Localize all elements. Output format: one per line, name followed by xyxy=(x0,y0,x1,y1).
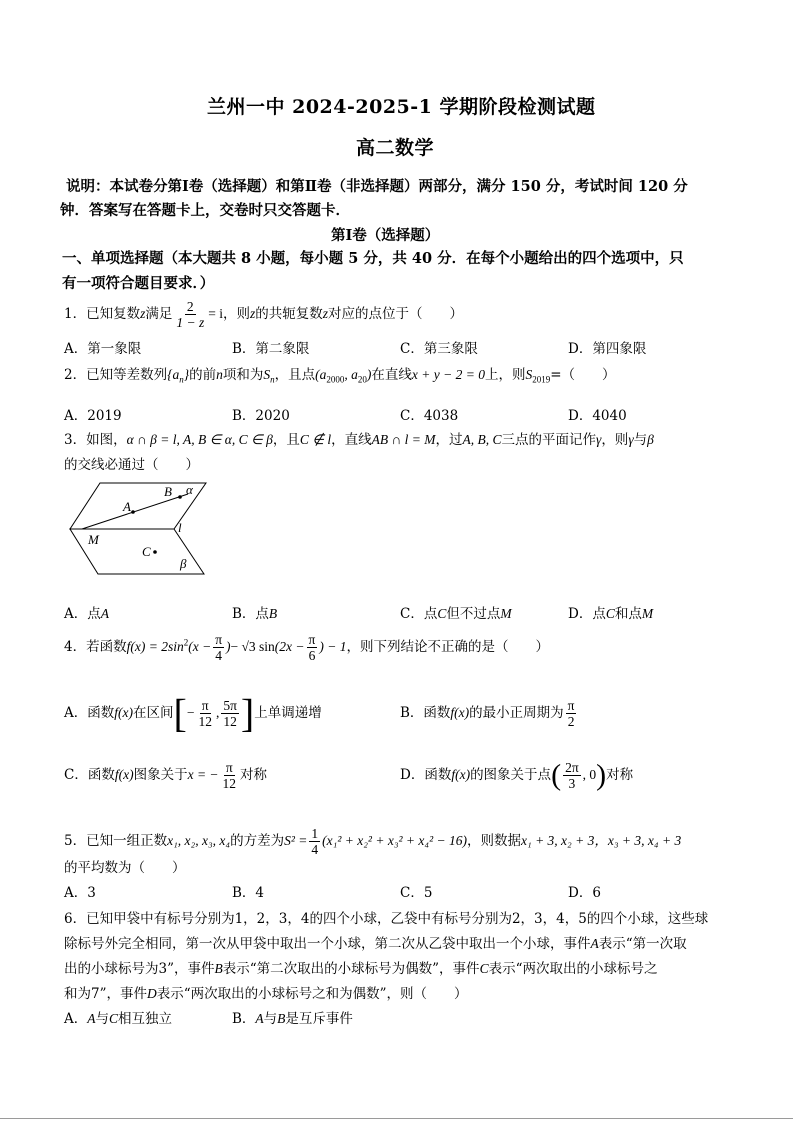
q3-option-c: C．点C但不过点M xyxy=(400,606,512,622)
q1-option-c: C．第三象限 xyxy=(400,341,478,357)
label-m: M xyxy=(88,532,99,547)
point-a xyxy=(131,510,135,514)
exam-subtitle: 高二数学 xyxy=(356,137,435,159)
q6-option-b: B．A与B是互斥事件 xyxy=(232,1011,353,1027)
question-4: 4．若函数$f(x) = 2\sin^2(x$ − $\frac{\pi}{4}$ )− √3 sin(2x − $\frac{\pi}{6}$ ) − 1，则下列结论不正确的是（ ） xyxy=(64,632,549,663)
point-b xyxy=(178,495,182,499)
question-3-line-1: 3．如图，α ∩ β = l, A, B ∈ α, C ∈ β，且C ∉ l，直线AB ∩ l = M，过A, B, C三点的平面记作γ，则γ与β xyxy=(64,432,654,448)
question-5: 5．已知一组正数x₁, x₂, x₃, x₄的方差为S² = $\frac{1}{4}$ (x₁² + x₂² + x₃² + x₄² − 16)，则数据x₁ + 3, x₂ + 3，x₃ + 3, x₄ + 3 xyxy=(64,826,682,857)
label-alpha: α xyxy=(186,482,193,497)
exam-title: 兰州一中 2024-2025-1 学期阶段检测试题 xyxy=(207,96,596,118)
instructions-line-2: 钟．答案写在答题卡上，交卷时只交答题卡． xyxy=(60,202,350,219)
q1-option-d: D．第四象限 xyxy=(568,341,647,357)
fraction: $\frac{2}{1 - z}$ xyxy=(176,299,205,330)
question-1: 1．已知复数z满足 $\frac{2}{1 - z}$ = i，则z的共轭复数z对应的点位于（ ） xyxy=(64,299,464,330)
q2-option-c: C．4038 xyxy=(400,408,459,424)
label-l: l xyxy=(178,520,182,535)
q3-option-a: A．点A xyxy=(64,606,109,622)
section1-line-2: 有一项符合题目要求．） xyxy=(62,275,215,292)
q3-option-b: B．点B xyxy=(232,606,278,622)
instructions-line-1: 说明：本试卷分第Ⅰ卷（选择题）和第Ⅱ卷（非选择题）两部分，满分 150 分，考试时间 120 分 xyxy=(66,178,688,195)
planes-figure xyxy=(62,478,212,580)
question-5-line-2: 的平均数为（ ） xyxy=(64,860,186,876)
question-6-line-3: 出的小球标号为3”，事件B表示“第二次取出的小球标号为偶数”，事件C表示“两次取出的小球标号之 xyxy=(64,961,658,977)
part1-title: 第Ⅰ卷（选择题） xyxy=(331,227,440,244)
question-6-line-1: 6．已知甲袋中有标号分别为1，2，3，4的四个小球，乙袋中有标号分别为2，3，4，5的四个小球，这些球 xyxy=(64,911,709,927)
point-c xyxy=(153,550,157,554)
q5-option-d: D．6 xyxy=(568,885,601,901)
q5-option-c: C．5 xyxy=(400,885,433,901)
q4-option-d: D．函数f(x)的图象关于点( $\frac{2\pi}{3}$ , 0)对称 xyxy=(400,758,634,792)
question-6-line-2: 除标号外完全相同，第一次从甲袋中取出一个小球，第二次从乙袋中取出一个小球，事件A表示“第一次取 xyxy=(64,936,687,952)
q1-option-a: A．第一象限 xyxy=(64,341,142,357)
q1-option-b: B．第二象限 xyxy=(232,341,310,357)
q5-option-a: A．3 xyxy=(64,885,96,901)
q4-option-a: A．函数f(x)在区间[− $\frac{\pi}{12}$ , $\frac{5\pi}{12}$ ]上单调递增 xyxy=(64,690,322,736)
q4-option-c: C．函数f(x)图象关于x = − $\frac{\pi}{12}$ 对称 xyxy=(64,760,268,791)
q5-option-b: B．4 xyxy=(232,885,265,901)
q2-option-a: A．2019 xyxy=(64,408,122,424)
question-6-line-4: 和为7”，事件D表示“两次取出的小球标号之和为偶数”，则（ ） xyxy=(64,986,468,1002)
line-ab xyxy=(82,494,188,529)
q2-option-b: B．2020 xyxy=(232,408,290,424)
question-3-line-2: 的交线必通过（ ） xyxy=(64,457,199,473)
label-c: C xyxy=(142,544,151,559)
label-a: A xyxy=(123,499,131,514)
q4-option-b: B．函数f(x)的最小正周期为 $\frac{\pi}{2}$ xyxy=(400,698,575,729)
question-2: 2．已知等差数列$\{a_n\}$的前n项和为$S_n$，且点($a_{2000}$, $a_{20}$)在直线x + y − 2 = 0上，则$S_{2019}=$（ ） xyxy=(64,367,616,385)
section1-line-1: 一、单项选择题（本大题共 8 小题，每小题 5 分，共 40 分．在每个小题给出的四个选项中，只 xyxy=(62,250,684,267)
q3-option-d: D．点C和点M xyxy=(568,606,654,622)
q2-option-d: D．4040 xyxy=(568,408,627,424)
label-beta: β xyxy=(180,556,187,571)
label-b: B xyxy=(164,484,172,499)
page-bottom-rule xyxy=(0,1118,793,1119)
q6-option-a: A．A与C相互独立 xyxy=(64,1011,173,1027)
